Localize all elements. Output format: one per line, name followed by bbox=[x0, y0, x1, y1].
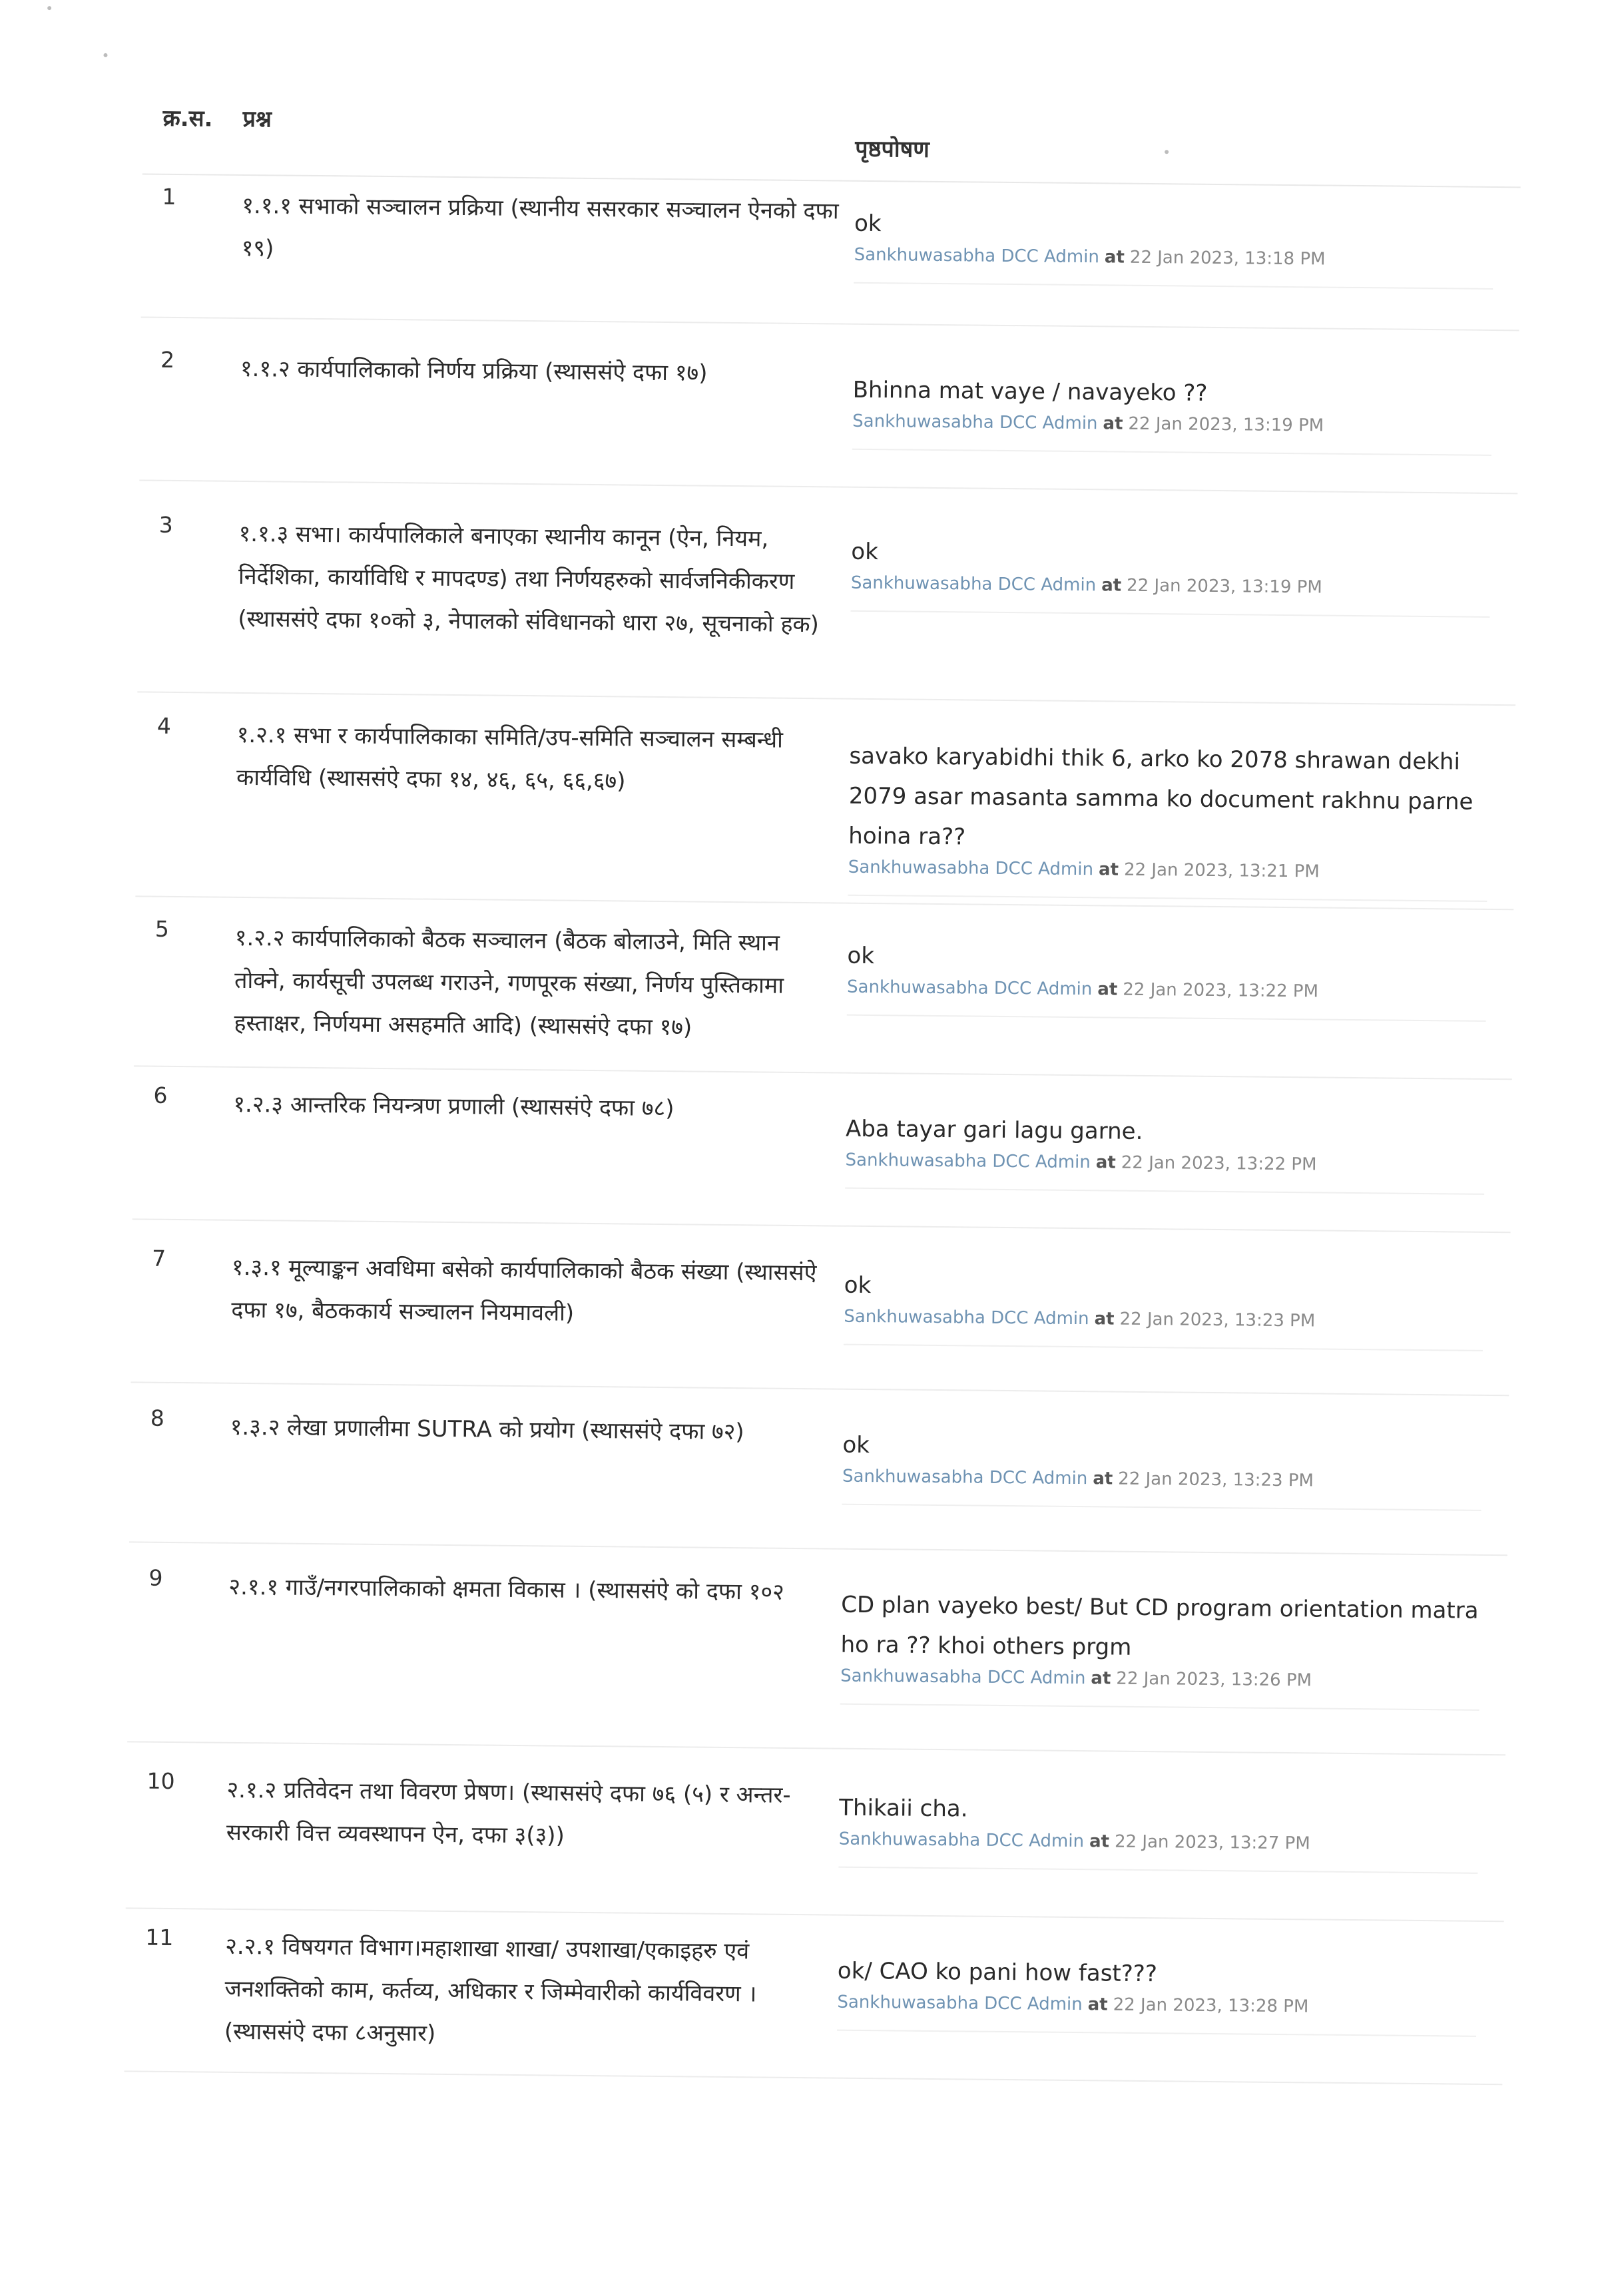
feedback-text: Thikaii cha. bbox=[839, 1794, 968, 1823]
at-label: at bbox=[1089, 1831, 1110, 1852]
feedback-date: 22 Jan 2023, 13:21 PM bbox=[1123, 859, 1320, 882]
row-serial: 7 bbox=[151, 1245, 166, 1271]
feedback-author-link[interactable]: Sankhuwasabha DCC Admin bbox=[837, 1992, 1083, 2015]
at-label: at bbox=[1091, 1668, 1111, 1689]
table-row bbox=[124, 1924, 1503, 2085]
feedback-meta bbox=[852, 411, 1492, 456]
feedback-text: savako karyabidhi thik 6, arko ko 2078 shrawan dekhi 2079 asar masanta samma ko document rakhnu parne hoina ra?? bbox=[848, 742, 1473, 851]
table-row bbox=[131, 1245, 1510, 1396]
feedback-text: ok bbox=[844, 1271, 872, 1299]
table-row bbox=[133, 1082, 1512, 1233]
feedback-meta bbox=[847, 977, 1487, 1022]
row-question: २.२.१ विषयगत विभाग।महाशाखा शाखा/ उपशाखा/एकाइहरु एवं जनशक्तिको काम, कर्तव्य, अधिकार र जिम्मेवारीको कार्यविवरण । (स्थाससंऐ दफा ८अनुसार) bbox=[224, 1933, 757, 2047]
table-row bbox=[135, 712, 1515, 910]
feedback-author-link[interactable]: Sankhuwasabha DCC Admin bbox=[854, 244, 1100, 268]
feedback-author-link[interactable]: Sankhuwasabha DCC Admin bbox=[844, 1306, 1089, 1329]
feedback-date: 22 Jan 2023, 13:26 PM bbox=[1116, 1668, 1312, 1691]
at-label: at bbox=[1101, 575, 1122, 596]
at-label: at bbox=[1098, 859, 1119, 880]
at-label: at bbox=[1093, 1469, 1113, 1489]
row-question: १.२.२ कार्यपालिकाको बैठक सञ्चालन (बैठक बोलाउने, मिति स्थान तोक्ने, कार्यसूची उपलब्ध गराउने, गणपूरक संख्या, निर्णय पुस्तिकामा हस्ताक्षर, निर्णयमा असहमति आदि) (स्थाससंऐ दफा १७) bbox=[234, 924, 784, 1041]
feedback-block bbox=[845, 1109, 1485, 1195]
table-row bbox=[129, 1405, 1509, 1556]
feedback-text: CD plan vayeko best/ But CD program orientation matra ho ra ?? khoi others prgm bbox=[840, 1591, 1479, 1661]
at-label: at bbox=[1104, 247, 1125, 268]
row-question: १.१.३ सभा। कार्यपालिकाले बनाएका स्थानीय कानून (ऐन, नियम, निर्देशिका, कार्याविधि र मापदण्ड) तथा निर्णयहरुको सार्वजनिकीकरण (स्थाससंऐ दफा १०को ३, नेपालको संविधानको धारा २७, सूचनाको हक) bbox=[238, 520, 820, 638]
feedback-block bbox=[851, 532, 1491, 618]
table-row bbox=[139, 346, 1519, 494]
feedback-text: ok/ CAO ko pani how fast??? bbox=[837, 1957, 1158, 1988]
header-question: प्रश्न bbox=[242, 105, 272, 133]
feedback-meta bbox=[851, 573, 1491, 618]
row-serial: 6 bbox=[153, 1082, 168, 1108]
table-row bbox=[126, 1767, 1505, 1922]
table-row bbox=[141, 183, 1521, 331]
feedback-text: ok bbox=[854, 210, 882, 238]
scan-speck bbox=[103, 53, 107, 57]
row-serial: 9 bbox=[148, 1564, 163, 1591]
feedback-author-link[interactable]: Sankhuwasabha DCC Admin bbox=[838, 1829, 1085, 1852]
table-row bbox=[134, 915, 1513, 1080]
feedback-date: 22 Jan 2023, 13:22 PM bbox=[1121, 1152, 1317, 1175]
feedback-meta bbox=[844, 1307, 1483, 1351]
header-serial: क्र.स. bbox=[162, 105, 213, 132]
feedback-block bbox=[852, 370, 1492, 456]
at-label: at bbox=[1094, 1309, 1115, 1329]
feedback-date: 22 Jan 2023, 13:19 PM bbox=[1126, 575, 1322, 598]
at-label: at bbox=[1097, 979, 1118, 1000]
feedback-text: ok bbox=[847, 942, 875, 970]
row-question: १.३.१ मूल्याङ्कन अवधिमा बसेको कार्यपालिकाको बैठक संख्या (स्थाससंऐ दफा १७, बैठककार्य सञ्चालन नियमावली) bbox=[231, 1254, 817, 1327]
feedback-block bbox=[842, 1425, 1482, 1511]
feedback-block bbox=[844, 1265, 1483, 1351]
row-serial: 11 bbox=[145, 1924, 174, 1951]
feedback-author-link[interactable]: Sankhuwasabha DCC Admin bbox=[842, 1466, 1088, 1489]
table-row bbox=[127, 1564, 1507, 1755]
row-serial: 5 bbox=[154, 915, 170, 942]
row-question: १.२.३ आन्तरिक नियन्त्रण प्रणाली (स्थाससंऐ दफा ७८) bbox=[233, 1090, 674, 1122]
feedback-text: Aba tayar gari lagu garne. bbox=[845, 1115, 1143, 1145]
scan-speck bbox=[1165, 150, 1169, 154]
row-question: १.३.२ लेखा प्रणालीमा SUTRA को प्रयोग (स्थाससंऐ दफा ७२) bbox=[230, 1413, 744, 1446]
feedback-text: ok bbox=[842, 1431, 870, 1459]
table-row bbox=[137, 511, 1517, 706]
at-label: at bbox=[1095, 1152, 1116, 1173]
row-question: २.१.२ प्रतिवेदन तथा विवरण प्रेषण। (स्थाससंऐ दफा ७६ (५) र अन्तर-सरकारी वित्त व्यवस्थापन ऐन, दफा ३(३)) bbox=[226, 1776, 791, 1849]
feedback-meta bbox=[838, 1829, 1478, 1874]
feedback-date: 22 Jan 2023, 13:27 PM bbox=[1114, 1831, 1310, 1854]
row-question: १.१.१ सभाको सञ्चालन प्रक्रिया (स्थानीय ससरकार सञ्चालन ऐनको दफा १९) bbox=[241, 192, 839, 262]
feedback-date: 22 Jan 2023, 13:22 PM bbox=[1123, 979, 1319, 1002]
feedback-date: 22 Jan 2023, 13:28 PM bbox=[1113, 1994, 1309, 2017]
feedback-author-link[interactable]: Sankhuwasabha DCC Admin bbox=[846, 977, 1093, 1000]
feedback-meta bbox=[840, 1666, 1480, 1711]
feedback-meta bbox=[854, 245, 1493, 290]
feedback-date: 22 Jan 2023, 13:23 PM bbox=[1119, 1309, 1316, 1331]
feedback-author-link[interactable]: Sankhuwasabha DCC Admin bbox=[845, 1150, 1091, 1173]
feedback-block bbox=[847, 936, 1487, 1022]
feedback-text: Bhinna mat vaye / navayeko ?? bbox=[852, 376, 1208, 407]
feedback-block bbox=[840, 1585, 1481, 1711]
feedback-block bbox=[854, 204, 1493, 290]
row-serial: 4 bbox=[156, 712, 171, 739]
feedback-block bbox=[848, 736, 1488, 902]
scan-speck bbox=[47, 6, 51, 10]
row-question: १.२.१ सभा र कार्यपालिकाका समिति/उप-समिति सञ्चालन सम्बन्धी कार्यविधि (स्थाससंऐ दफा १४, ४६, ६५, ६६,६७) bbox=[236, 721, 784, 795]
feedback-block bbox=[838, 1788, 1478, 1874]
row-serial: 1 bbox=[162, 183, 176, 210]
header-feedback: पृष्ठपोषण bbox=[854, 135, 930, 163]
feedback-meta bbox=[842, 1467, 1482, 1511]
at-label: at bbox=[1087, 1994, 1108, 2015]
row-question: १.१.२ कार्यपालिकाको निर्णय प्रक्रिया (स्थाससंऐ दफा १७) bbox=[240, 355, 708, 387]
feedback-text: ok bbox=[851, 538, 879, 566]
feedback-date: 22 Jan 2023, 13:19 PM bbox=[1128, 413, 1324, 436]
row-serial: 8 bbox=[150, 1405, 165, 1431]
feedback-meta bbox=[845, 1150, 1485, 1195]
feedback-meta bbox=[837, 1992, 1477, 2037]
table-header bbox=[142, 93, 1521, 188]
feedback-author-link[interactable]: Sankhuwasabha DCC Admin bbox=[848, 857, 1094, 880]
row-question: २.१.१ गाउँ/नगरपालिकाको क्षमता विकास । (स्थाससंऐ को दफा १०२ bbox=[228, 1573, 784, 1606]
feedback-block bbox=[837, 1951, 1477, 2037]
feedback-meta bbox=[848, 857, 1487, 902]
row-serial: 10 bbox=[146, 1767, 175, 1795]
feedback-date: 22 Jan 2023, 13:18 PM bbox=[1129, 247, 1326, 270]
feedback-author-link[interactable]: Sankhuwasabha DCC Admin bbox=[850, 573, 1097, 596]
feedback-author-link[interactable]: Sankhuwasabha DCC Admin bbox=[852, 411, 1098, 434]
feedback-author-link[interactable]: Sankhuwasabha DCC Admin bbox=[840, 1666, 1086, 1689]
feedback-date: 22 Jan 2023, 13:23 PM bbox=[1118, 1469, 1314, 1491]
at-label: at bbox=[1103, 413, 1123, 434]
row-serial: 2 bbox=[160, 346, 175, 373]
row-serial: 3 bbox=[158, 511, 173, 538]
